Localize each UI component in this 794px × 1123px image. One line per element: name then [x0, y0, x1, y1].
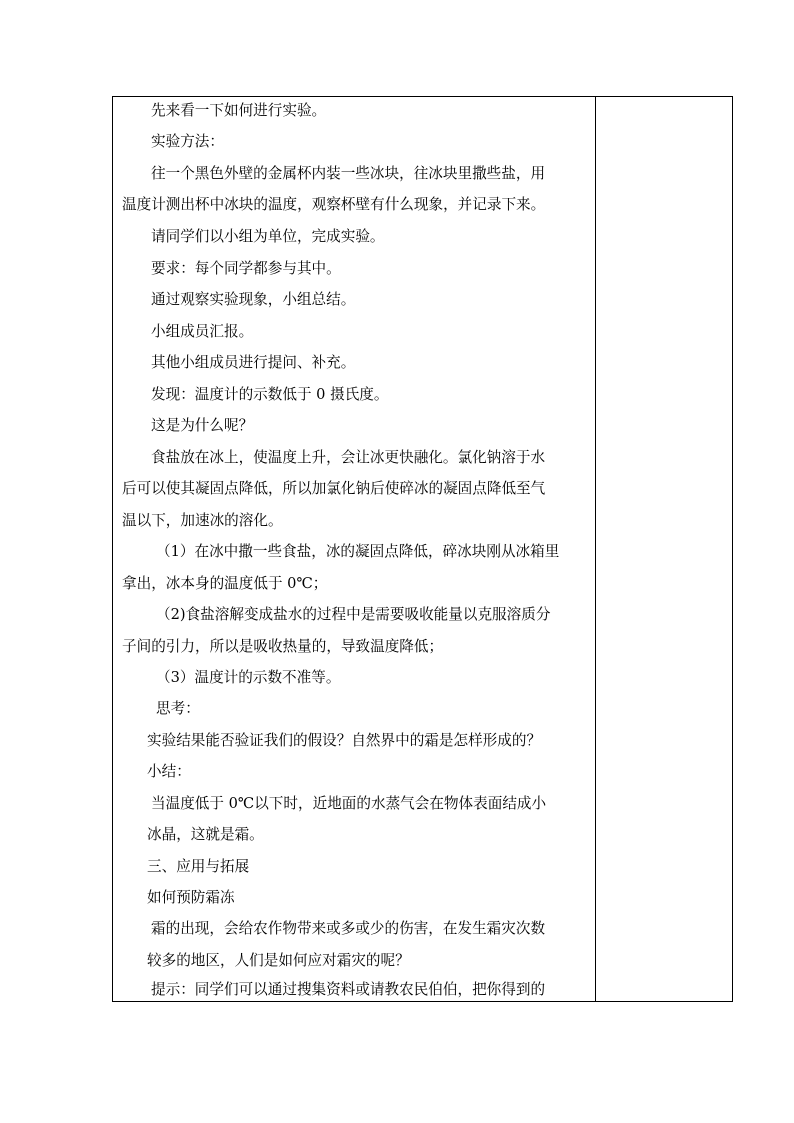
text-line: 其他小组成员进行提问、补充。	[151, 354, 356, 371]
content-cell	[113, 97, 595, 1001]
text-line: 实验方法：	[151, 133, 224, 150]
text-line: 食盐放在冰上，使温度上升，会让冰更快融化。氯化钠溶于水	[151, 449, 546, 466]
lesson-table	[112, 96, 733, 1002]
text-line: 请同学们以小组为单位，完成实验。	[151, 228, 385, 245]
text-line: 如何预防霜冻	[147, 889, 235, 906]
text-line: 这是为什么呢？	[151, 417, 254, 434]
text-line: 霜的出现，会给农作物带来或多或少的伤害，在发生霜灾次数	[151, 920, 546, 937]
text-line: 拿出，冰本身的温度低于 0℃；	[122, 575, 328, 592]
text-line: 三、应用与拓展	[147, 858, 250, 875]
text-line: 实验结果能否验证我们的假设？自然界中的霜是怎样形成的？	[147, 732, 542, 749]
text-line: 先来看一下如何进行实验。	[151, 102, 327, 119]
text-line: 小结：	[147, 763, 191, 780]
column-divider	[595, 97, 596, 1001]
text-line: （1）在冰中撒一些食盐，冰的凝固点降低，碎冰块刚从冰箱里	[156, 543, 560, 560]
text-line: 温度计测出杯中冰块的温度，观察杯壁有什么现象，并记录下来。	[122, 196, 546, 213]
text-line: 小组成员汇报。	[151, 323, 254, 340]
text-line: 温以下，加速冰的溶化。	[122, 512, 283, 529]
text-line: 较多的地区，人们是如何应对霜灾的呢？	[147, 952, 410, 969]
text-line: 后可以使其凝固点降低，所以加氯化钠后使碎冰的凝固点降低至气	[122, 480, 546, 497]
text-line: 提示：同学们可以通过搜集资料或请教农民伯伯，把你得到的	[151, 981, 546, 998]
text-line: 往一个黑色外壁的金属杯内装一些冰块，往冰块里撒些盐，用	[151, 165, 546, 182]
text-line: （2)食盐溶解变成盐水的过程中是需要吸收能量以克服溶质分	[156, 606, 551, 623]
text-line: 当温度低于 0℃以下时，近地面的水蒸气会在物体表面结成小	[151, 795, 547, 812]
text-line: （3）温度计的示数不准等。	[156, 669, 341, 686]
text-line: 子间的引力，所以是吸收热量的，导致温度降低；	[122, 638, 444, 655]
text-line: 思考：	[156, 700, 200, 717]
text-line: 发现：温度计的示数低于 0 摄氏度。	[151, 386, 389, 403]
text-line: 冰晶，这就是霜。	[147, 826, 264, 843]
text-line: 要求：每个同学都参与其中。	[151, 260, 341, 277]
text-line: 通过观察实验现象，小组总结。	[151, 291, 356, 308]
